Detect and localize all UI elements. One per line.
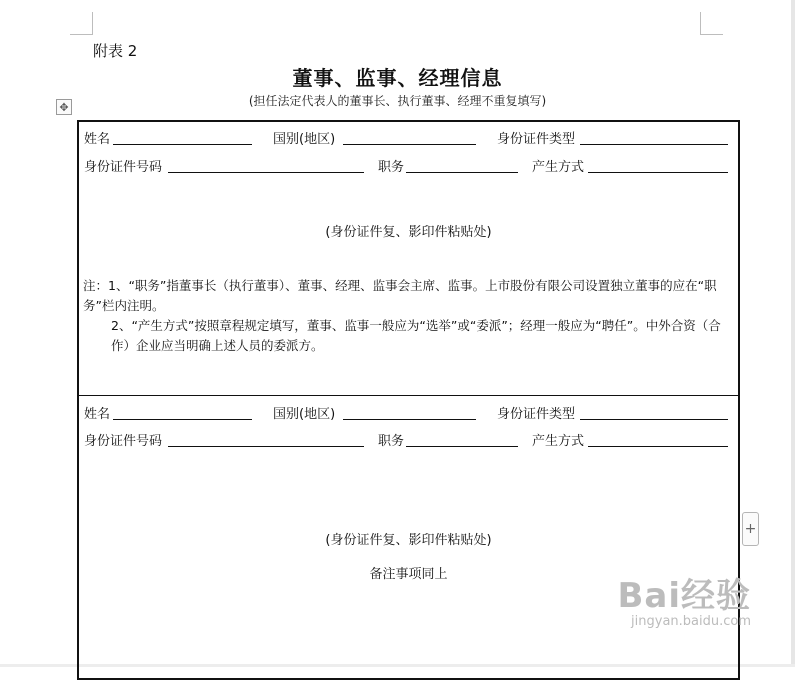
appointment-label: 产生方式 bbox=[532, 434, 585, 449]
move-cross-icon: ✥ bbox=[59, 100, 69, 114]
id-type-label: 身份证件类型 bbox=[497, 407, 576, 422]
table-move-handle[interactable] bbox=[56, 99, 72, 115]
baidu-jingyan-watermark bbox=[617, 578, 751, 630]
position-input-line[interactable] bbox=[406, 446, 518, 447]
annex-label: 附表 2 bbox=[93, 42, 138, 60]
remark-same-as-above: 备注事项同上 bbox=[369, 567, 448, 582]
table-row-divider bbox=[77, 395, 740, 396]
appointment-input-line[interactable] bbox=[588, 446, 728, 447]
appointment-input-line[interactable] bbox=[588, 172, 728, 173]
name-input-line[interactable] bbox=[113, 144, 252, 145]
note-line-1: 注：1、“职务”指董事长（执行董事）、董事、经理、监事会主席、监事。上市股份有限公司设置独立董事的应在“职务”栏内注明。 bbox=[83, 278, 717, 313]
country-input-line[interactable] bbox=[343, 144, 476, 145]
id-number-input-line[interactable] bbox=[168, 172, 364, 173]
watermark-url: jingyan.baidu.com bbox=[631, 614, 751, 629]
id-type-label: 身份证件类型 bbox=[497, 132, 576, 147]
id-number-input-line[interactable] bbox=[168, 446, 364, 447]
id-number-label: 身份证件号码 bbox=[84, 160, 163, 175]
add-row-button[interactable] bbox=[742, 512, 759, 546]
note-line-2: 2、“产生方式”按照章程规定填写，董事、监事一般应为“选举”或“委派”；经理一般应为“聘任”。中外合资（合作）企业应当明确上述人员的委派方。 bbox=[111, 318, 721, 353]
country-label: 国别(地区) bbox=[273, 407, 336, 422]
name-input-line[interactable] bbox=[113, 419, 252, 420]
id-type-input-line[interactable] bbox=[580, 419, 728, 420]
appointment-label: 产生方式 bbox=[532, 160, 585, 175]
country-label: 国别(地区) bbox=[273, 132, 336, 147]
id-number-label: 身份证件号码 bbox=[84, 434, 163, 449]
plus-icon: + bbox=[744, 521, 757, 537]
name-label: 姓名 bbox=[84, 407, 111, 422]
page-corner-mark-top-left bbox=[70, 12, 93, 35]
country-input-line[interactable] bbox=[343, 419, 476, 420]
page-corner-mark-top-right bbox=[700, 12, 723, 35]
id-paste-area-label: (身份证件复、影印件粘贴处) bbox=[325, 225, 492, 240]
watermark-logo: Bai经验 bbox=[617, 576, 751, 616]
name-label: 姓名 bbox=[84, 132, 111, 147]
id-paste-area-label: (身份证件复、影印件粘贴处) bbox=[325, 533, 492, 548]
document-title: 董事、监事、经理信息 bbox=[292, 66, 503, 90]
document-subtitle: (担任法定代表人的董事长、执行董事、经理不重复填写) bbox=[248, 94, 547, 108]
notes bbox=[83, 276, 735, 356]
position-label: 职务 bbox=[378, 434, 405, 449]
position-input-line[interactable] bbox=[406, 172, 518, 173]
id-type-input-line[interactable] bbox=[580, 144, 728, 145]
position-label: 职务 bbox=[378, 160, 405, 175]
